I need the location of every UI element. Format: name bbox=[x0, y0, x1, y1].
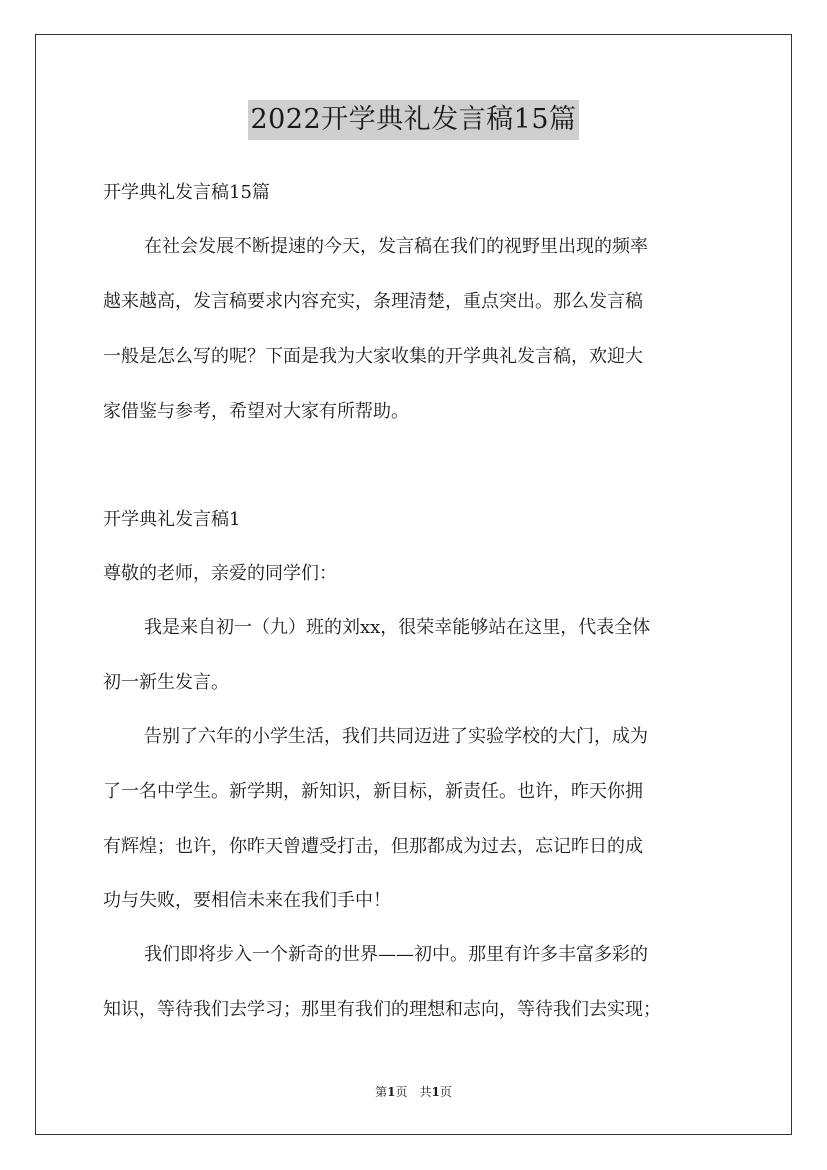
document-title: 2022开学典礼发言稿15篇 bbox=[248, 100, 578, 140]
paragraph-line: 越来越高，发言稿要求内容充实，条理清楚，重点突出。那么发言稿 bbox=[103, 291, 643, 312]
section-heading: 开学典礼发言稿1 bbox=[103, 509, 241, 530]
footer-mid: 页 共 bbox=[395, 1085, 432, 1099]
intro-heading: 开学典礼发言稿15篇 bbox=[103, 182, 270, 203]
salutation: 尊敬的老师，亲爱的同学们： bbox=[103, 563, 337, 584]
footer-total-pages: 1 bbox=[431, 1085, 440, 1099]
title-container bbox=[0, 100, 827, 140]
paragraph-line: 有辉煌；也许，你昨天曾遭受打击，但那都成为过去，忘记昨日的成 bbox=[103, 836, 643, 857]
paragraph-line: 一般是怎么写的呢？下面是我为大家收集的开学典礼发言稿，欢迎大 bbox=[103, 346, 643, 367]
paragraph-line: 家借鉴与参考，希望对大家有所帮助。 bbox=[103, 401, 409, 422]
paragraph-line: 功与失败，要相信未来在我们手中！ bbox=[103, 890, 391, 911]
footer-suffix: 页 bbox=[439, 1085, 452, 1099]
paragraph-line: 知识，等待我们去学习；那里有我们的理想和志向，等待我们去实现； bbox=[103, 999, 661, 1020]
paragraph-line: 告别了六年的小学生活，我们共同迈进了实验学校的大门，成为 bbox=[144, 726, 648, 747]
page-footer bbox=[0, 1084, 827, 1100]
paragraph-line: 我们即将步入一个新奇的世界——初中。那里有许多丰富多彩的 bbox=[144, 944, 648, 965]
paragraph-line: 我是来自初一（九）班的刘xx，很荣幸能够站在这里，代表全体 bbox=[144, 617, 651, 638]
paragraph-line: 在社会发展不断提速的今天，发言稿在我们的视野里出现的频率 bbox=[144, 236, 648, 257]
footer-current-page: 1 bbox=[387, 1085, 396, 1099]
paragraph-line: 初一新生发言。 bbox=[103, 672, 229, 693]
footer-prefix: 第 bbox=[375, 1085, 388, 1099]
paragraph-line: 了一名中学生。新学期，新知识，新目标，新责任。也许，昨天你拥 bbox=[103, 781, 643, 802]
